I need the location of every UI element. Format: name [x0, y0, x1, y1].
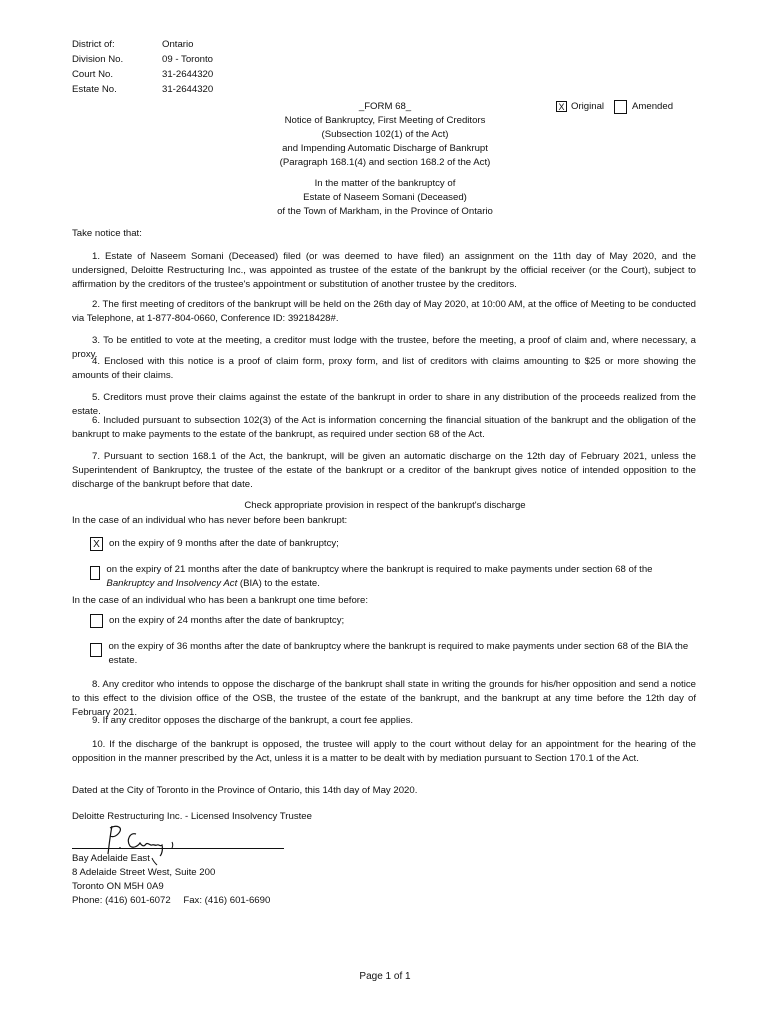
discharge-option-24-months[interactable] [90, 614, 690, 628]
court-value: 31-2644320 [162, 69, 214, 80]
option-24-months-checkbox[interactable] [90, 614, 103, 628]
title-line-3: and Impending Automatic Discharge of Bankrupt [282, 142, 488, 154]
address-line-2: 8 Adelaide Street West, Suite 200 [72, 866, 216, 878]
trustee-address [72, 852, 696, 908]
option-24-months-text: on the expiry of 24 months after the date of bankruptcy; [109, 615, 345, 626]
original-checkbox[interactable]: X [556, 101, 567, 112]
header-info [72, 38, 213, 98]
title-line-2: (Subsection 102(1) of the Act) [321, 128, 449, 140]
district-label: District of: [72, 39, 115, 50]
discharge-heading: Check appropriate provision in respect of the bankrupt's discharge [244, 500, 526, 511]
estate-value: 31-2644320 [162, 84, 214, 95]
paragraph-10 [72, 738, 696, 766]
paragraph-4-text: 4. Enclosed with this notice is a proof of claim form, proxy form, and list of creditors with claims amounting to $25 or more showing the amounts of their claims. [72, 356, 696, 381]
amended-label: Amended [632, 101, 674, 113]
option-21-months-checkbox[interactable] [90, 566, 100, 580]
discharge-option-36-months[interactable] [90, 640, 690, 668]
paragraph-3-text: 3. To be entitled to vote at the meeting, a creditor must lodge with the trustee, before the meeting, a proof of claim and, where necessary, a proxy. [72, 335, 696, 360]
one-time-before-label: In the case of an individual who has been a bankrupt one time before: [72, 595, 369, 606]
paragraph-9-text: 9. If any creditor opposes the discharge of the bankrupt, a court fee applies. [92, 715, 414, 726]
take-notice: Take notice that: [72, 228, 142, 239]
info-row-estate [72, 83, 213, 98]
option-9-months-checkbox[interactable]: X [90, 537, 103, 551]
original-label: Original [571, 101, 605, 112]
paragraph-7 [72, 450, 696, 492]
title-line-1: Notice of Bankruptcy, First Meeting of Creditors [284, 114, 486, 126]
division-value: 09 - Toronto [162, 54, 214, 65]
option-36-months-checkbox[interactable] [90, 643, 102, 657]
form-title [0, 100, 770, 170]
paragraph-8-text: 8. Any creditor who intends to oppose the discharge of the bankrupt shall state in writing the grounds for his/her opposition and send a notice to this effect to the division office of the OSB, the trustee of the estate of the bankrupt, and the bankrupt at any time before the 12th day of February 2021. [72, 679, 696, 718]
title-line-4: (Paragraph 168.1(4) and section 168.2 of the Act) [279, 156, 491, 168]
address-line-1: Bay Adelaide East [72, 853, 150, 864]
division-label: Division No. [72, 54, 124, 65]
discharge-option-21-months[interactable] [90, 563, 690, 591]
page-number: Page 1 of 1 [359, 971, 411, 982]
matter-line-1: In the matter of the bankruptcy of [314, 178, 456, 189]
contact-line [72, 894, 696, 908]
paragraph-1 [72, 250, 696, 292]
never-before-label: In the case of an individual who has never before been bankrupt: [72, 515, 348, 526]
matter-line-2: Estate of Naseem Somani (Deceased) [303, 191, 467, 203]
option-9-months-text: on the expiry of 9 months after the date of bankruptcy; [109, 538, 339, 549]
option-36-months-text: on the expiry of 36 months after the date of bankruptcy where the bankrupt is required to make payments under section 68 of the BIA the estate. [108, 641, 689, 666]
discharge-option-9-months[interactable] [90, 537, 690, 551]
option-21-months-text-a: on the expiry of 21 months after the date of bankruptcy where the bankrupt is required to make payments under section 68 of the [106, 564, 653, 575]
paragraph-5-text: 5. Creditors must prove their claims against the estate of the bankrupt in order to share in any distribution of the proceeds realized from the estate. [72, 392, 696, 417]
paragraph-1-text: 1. Estate of Naseem Somani (Deceased) filed (or was deemed to have filed) an assignment on the 11th day of May 2020, and the undersigned, Deloitte Restructuring Inc., was appointed as trustee of the estate of the bankrupt by the official receiver (or the Court), subject to affirmation by the creditors of the trustee's appointment or substitution of another trustee by the creditors. [72, 251, 696, 290]
paragraph-10-text: 10. If the discharge of the bankrupt is opposed, the trustee will apply to the court without delay for an appointment for the hearing of the opposition in the manner prescribed by the Act, unless it is a matter to be dealt with by mediation pursuant to Section 170.1 of the Act. [72, 739, 696, 764]
paragraph-9 [72, 714, 696, 728]
paragraph-7-text: 7. Pursuant to section 168.1 of the Act, the bankrupt, will be given an automatic discharge on the 12th day of February 2021, unless the Superintendent of Bankruptcy, the trustee of the estate of the bankrupt or a creditor of the bankrupt gives notice of intended opposition to the discharge of the bankrupt before that date. [72, 451, 696, 490]
dated-line: Dated at the City of Toronto in the Province of Ontario, this 14th day of May 2020. [72, 785, 418, 796]
fax-number: Fax: (416) 601-6690 [183, 894, 271, 906]
form-number: _FORM 68_ [358, 101, 412, 112]
matter-line-3: of the Town of Markham, in the Province of Ontario [277, 205, 493, 217]
paragraph-2 [72, 298, 696, 326]
estate-label: Estate No. [72, 84, 117, 95]
option-21-months-text [106, 563, 690, 591]
trustee-name: Deloitte Restructuring Inc. - Licensed Insolvency Trustee [72, 811, 312, 822]
matter-block [0, 177, 770, 219]
court-label: Court No. [72, 69, 114, 80]
info-row-division [72, 53, 213, 68]
phone-number: Phone: (416) 601-6072 [72, 894, 171, 906]
bia-italic: Bankruptcy and Insolvency Act [106, 577, 238, 589]
district-value: Ontario [162, 39, 194, 50]
paragraph-6 [72, 414, 696, 442]
info-row-court [72, 68, 213, 83]
paragraph-6-text: 6. Included pursuant to subsection 102(3) of the Act is information concerning the financial situation of the bankrupt and the obligation of the bankrupt to make payments to the estate of the bankrupt, as required under section 68 of the Act. [72, 415, 696, 440]
paragraph-2-text: 2. The first meeting of creditors of the bankrupt will be held on the 26th day of May 2020, at 10:00 AM, at the office of Meeting to be conducted via Telephone, at 1-877-804-0660, Conference ID: 39218428#. [72, 299, 696, 324]
info-row-district [72, 38, 213, 53]
paragraph-4 [72, 355, 696, 383]
signature-line [72, 848, 284, 849]
option-21-months-text-b: (BIA) to the estate. [237, 577, 320, 589]
address-line-3: Toronto ON M5H 0A9 [72, 880, 164, 892]
